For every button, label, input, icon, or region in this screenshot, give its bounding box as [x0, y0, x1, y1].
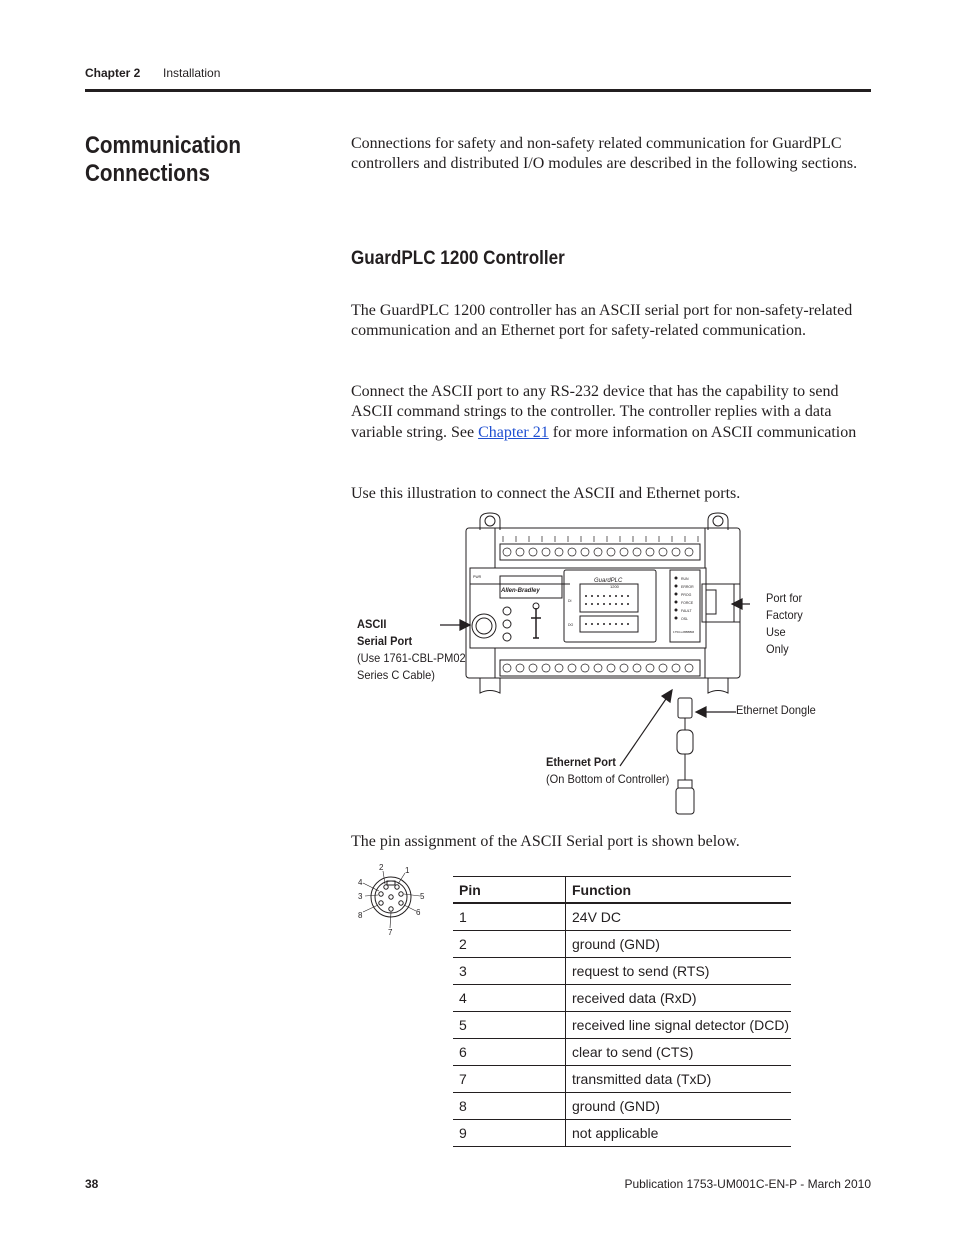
- module-io-dots: [585, 595, 629, 625]
- pin-cell: 3: [453, 958, 566, 985]
- led-label-error: ERROR: [681, 585, 694, 589]
- function-cell: received line signal detector (DCD): [566, 1012, 792, 1039]
- led-label-force: FORCE: [681, 601, 694, 605]
- pin-number-5: 5: [420, 892, 425, 901]
- ascii-port-pin-diagram: [353, 858, 433, 938]
- mount-foot-bottom-right: [708, 678, 728, 693]
- mount-foot-bottom-left: [480, 678, 500, 693]
- subsection-title: GuardPLC 1200 Controller: [351, 248, 565, 269]
- paragraph-pin-assignment: The pin assignment of the ASCII Serial port is shown below.: [351, 833, 740, 850]
- table-header-row: [453, 877, 791, 904]
- function-cell: request to send (RTS): [566, 958, 792, 985]
- function-cell: not applicable: [566, 1120, 792, 1147]
- ascii-label-line-1: ASCII: [357, 617, 387, 631]
- brand-label: Allen-Bradley: [501, 588, 540, 594]
- table-row: [453, 1093, 791, 1120]
- paragraph-ascii-text-1: Connect the ASCII port to any RS-232 device that has the capability to send ASCII command strings to the controller. The controller replies with a data variable string. See: [351, 383, 839, 441]
- table-row: [453, 985, 791, 1012]
- header-section: Installation: [163, 66, 221, 80]
- pin-cell: 2: [453, 931, 566, 958]
- table-row: [453, 903, 791, 931]
- table-header-pin: Pin: [453, 877, 566, 904]
- factory-port-line-2: Factory: [766, 608, 803, 622]
- header-chapter: Chapter 2: [85, 66, 141, 80]
- output-strip-label: DO: [568, 623, 574, 627]
- ethernet-dongle-ferrite: [677, 730, 693, 754]
- ascii-label-note-2: Series C Cable): [357, 668, 435, 682]
- status-leds: [675, 577, 678, 620]
- paragraph-ascii-text-2: for more information on ASCII communication: [548, 423, 857, 441]
- led-label-run: RUN: [681, 577, 689, 581]
- function-cell: clear to send (CTS): [566, 1039, 792, 1066]
- table-row: [453, 1012, 791, 1039]
- power-label: PWR: [473, 575, 482, 579]
- function-cell: transmitted data (TxD): [566, 1066, 792, 1093]
- pin-cell: 1: [453, 903, 566, 931]
- function-cell: ground (GND): [566, 931, 792, 958]
- factory-port-line-4: Only: [766, 642, 789, 656]
- led-label-osl: OSL: [681, 617, 689, 621]
- ascii-port-callout: [357, 616, 466, 684]
- table-header-function: Function: [566, 877, 792, 904]
- pin-cell: 4: [453, 985, 566, 1012]
- led-label-prog: PROG: [681, 593, 692, 597]
- table-row: [453, 1039, 791, 1066]
- bottom-terminal-screws: [503, 664, 693, 672]
- function-cell: 24V DC: [566, 903, 792, 931]
- pin-number-3: 3: [358, 892, 363, 901]
- factory-port-line-1: Port for: [766, 591, 803, 605]
- model-number: 1200: [610, 584, 619, 589]
- pin-number-7: 7: [388, 928, 393, 937]
- ascii-label-note-1: (Use 1761-CBL-PM02: [357, 651, 466, 665]
- table-row: [453, 958, 791, 985]
- function-cell: ground (GND): [566, 1093, 792, 1120]
- intro-paragraph: Connections for safety and non-safety related communication for GuardPLC controllers and distributed I/O modules are described in the following sections.: [351, 135, 858, 173]
- table-row: [453, 1066, 791, 1093]
- factory-port-callout: [766, 590, 803, 658]
- section-title: Communication Connections: [85, 132, 241, 187]
- ethernet-dongle-callout: Ethernet Dongle: [736, 703, 816, 717]
- table-row: [453, 1120, 791, 1147]
- pin-cell: 9: [453, 1120, 566, 1147]
- pin-cell: 6: [453, 1039, 566, 1066]
- ascii-label-line-2: Serial Port: [357, 634, 413, 648]
- factory-port-line-3: Use: [766, 625, 786, 639]
- top-terminal-screws: [503, 536, 698, 556]
- pin-number-2: 2: [379, 863, 384, 872]
- pin-number-1: 1: [405, 866, 410, 875]
- table-row: [453, 931, 791, 958]
- ethernet-dongle-plug: [678, 698, 692, 718]
- catalog-label: 1753-L28BBBM: [673, 630, 695, 634]
- pin-number-6: 6: [416, 908, 421, 917]
- ethernet-port-label: Ethernet Port: [546, 755, 616, 769]
- function-cell: received data (RxD): [566, 985, 792, 1012]
- paragraph-ascii: [351, 382, 871, 443]
- pin-cell: 8: [453, 1093, 566, 1120]
- pin-assignment-table: [453, 876, 791, 1147]
- pin-number-8: 8: [358, 911, 363, 920]
- paragraph-ports: The GuardPLC 1200 controller has an ASCII serial port for non-safety-related communication and an Ethernet port for safety-related communication.: [351, 302, 853, 340]
- publication-info: Publication 1753-UM001C-EN-P - March 2010: [624, 1177, 871, 1191]
- pin-cell: 5: [453, 1012, 566, 1039]
- chapter-21-link[interactable]: Chapter 21: [478, 423, 549, 441]
- page-number: 38: [85, 1177, 99, 1191]
- pin-number-4: 4: [358, 878, 363, 887]
- ethernet-port-callout: [546, 754, 669, 788]
- header-rule: [85, 89, 871, 92]
- model-label: GuardPLC: [594, 578, 623, 584]
- input-strip-label: DI: [568, 599, 572, 603]
- ethernet-port-note: (On Bottom of Controller): [546, 772, 670, 786]
- pin-cell: 7: [453, 1066, 566, 1093]
- ethernet-rj45-plug: [676, 788, 694, 814]
- paragraph-illustration: Use this illustration to connect the ASCII and Ethernet ports.: [351, 485, 741, 502]
- led-label-fault: FAULT: [681, 609, 692, 613]
